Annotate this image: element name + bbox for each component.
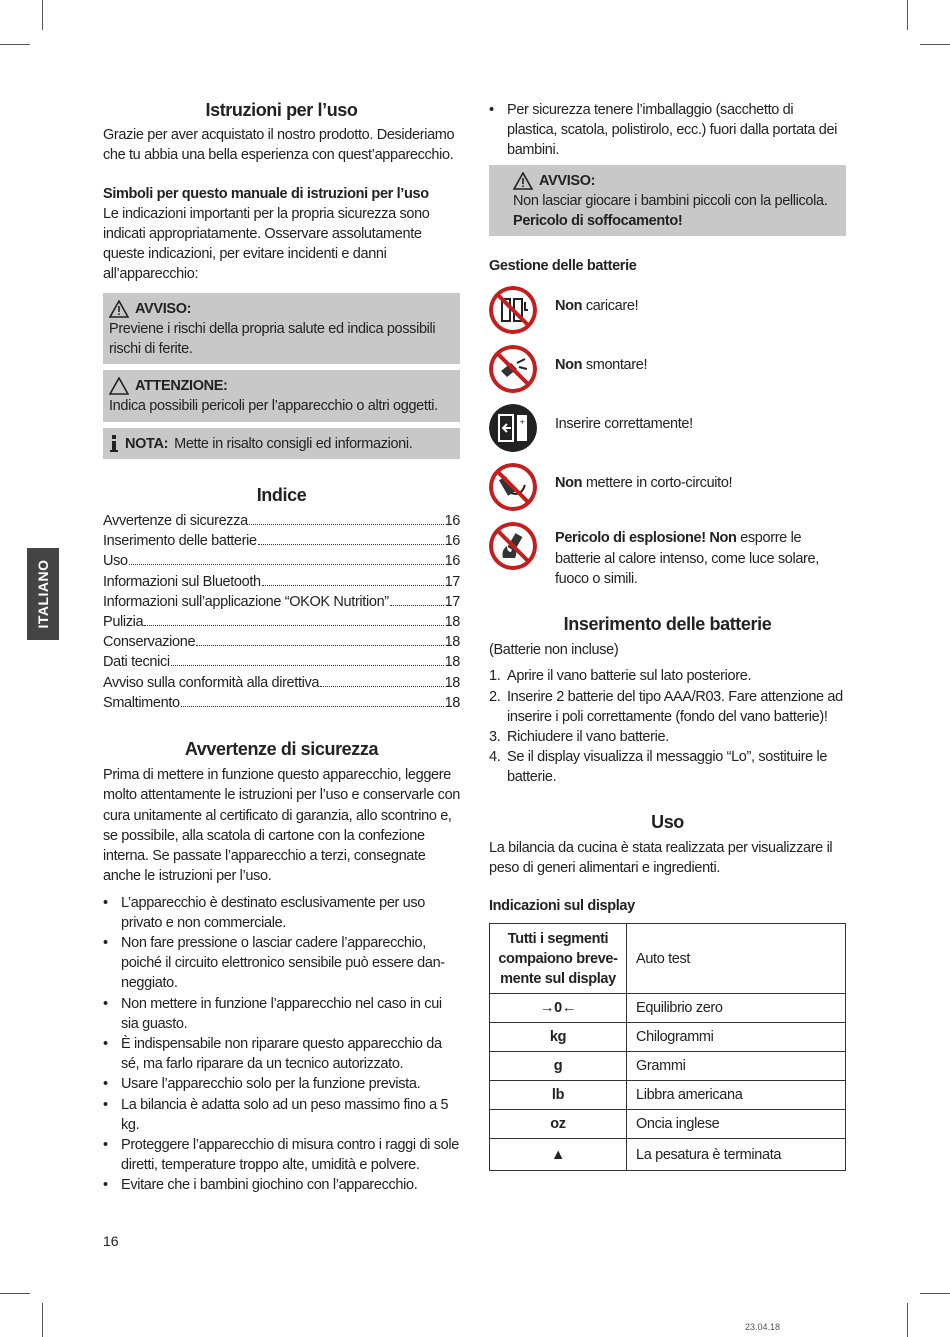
left-column	[103, 100, 460, 1196]
toc-page: 16	[444, 553, 460, 570]
toc-row	[103, 632, 460, 652]
toc-label: Pulizia	[103, 614, 144, 631]
toc-label: Inserimento delle batterie	[103, 533, 257, 550]
display-symbol: oz	[490, 1110, 627, 1139]
list-item: • Proteggere l’apparecchio di misura contro i raggi di sole diretti, temperature troppo alte, umidità e polvere.	[103, 1135, 460, 1175]
safety-intro: Prima di mettere in funzione questo apparecchio, leggere molto attentamente le istruzioni per l’uso e conservarle con cura unitamente al certificato di garanzia, allo scontrino e, se possibile, alla scatola di cartone con la confezione interna. Se passate l’apparecchio a terzi, consegnate anche le istruzioni per l’uso.	[103, 767, 460, 885]
attenzione-text: Indica possibili pericoli per l’apparecchio o altri oggetti.	[109, 398, 438, 415]
list-item	[489, 747, 846, 787]
toc-label: Informazioni sul Bluetooth	[103, 573, 261, 590]
list-item: • Evitare che i bambini giochino con l’apparecchio.	[103, 1175, 460, 1195]
display-symbol: g	[490, 1052, 627, 1081]
language-tab-label: ITALIANO	[35, 559, 51, 629]
safety-list	[103, 893, 460, 1196]
insert-note: (Batterie non incluse)	[489, 642, 619, 659]
list-item	[489, 666, 846, 686]
toc-page: 16	[444, 513, 460, 530]
battery-item-bold: Non	[555, 298, 583, 315]
toc-row	[103, 592, 460, 612]
battery-item-text: Inserire correttamente!	[555, 416, 693, 433]
display-symbol: kg	[490, 1023, 627, 1052]
step-number: 2.	[489, 688, 501, 705]
toc-page: 17	[444, 593, 460, 610]
toc-leader	[249, 524, 444, 525]
no-short-circuit-icon	[489, 463, 537, 511]
table-of-contents	[103, 511, 460, 713]
toc-label: Uso	[103, 553, 128, 570]
toc-page: 18	[444, 634, 460, 651]
crop-mark	[42, 1303, 43, 1337]
display-meaning: Oncia inglese	[627, 1110, 846, 1139]
display-meaning: Chilogrammi	[627, 1023, 846, 1052]
toc-label: Conservazione	[103, 634, 196, 651]
crop-mark	[0, 44, 30, 45]
avviso-box	[103, 293, 460, 365]
toc-leader	[129, 564, 444, 565]
table-row	[490, 1052, 846, 1081]
list-item: • Usare l’apparecchio solo per la funzione prevista.	[103, 1074, 460, 1094]
manual-title: Istruzioni per l’uso	[205, 100, 358, 120]
display-table	[489, 923, 846, 1171]
insert-title: Inserimento delle batterie	[563, 614, 772, 635]
list-item	[489, 687, 846, 727]
step-number: 3.	[489, 729, 501, 746]
step-number: 4.	[489, 749, 501, 766]
info-icon	[109, 435, 119, 453]
index-title: Indice	[256, 484, 307, 505]
attenzione-box	[103, 370, 460, 421]
battery-item-bold: Non	[555, 475, 583, 492]
step-number: 1.	[489, 668, 501, 685]
avviso-label: AVVISO:	[539, 172, 596, 189]
toc-row	[103, 551, 460, 571]
crop-mark	[907, 0, 908, 30]
svg-text:+: +	[519, 418, 525, 427]
avviso-text: Non lasciar giocare i bambini piccoli con la pellicola.	[513, 192, 828, 209]
list-item	[489, 727, 846, 747]
no-disassemble-icon	[489, 345, 537, 393]
table-row	[490, 1110, 846, 1139]
toc-label: Smaltimento	[103, 694, 180, 711]
battery-heading: Gestione delle batterie	[489, 258, 637, 275]
step-text: Inserire 2 batterie del tipo AAA/R03. Fare attenzione ad inserire i poli correttamente (fondo del vano batterie)!	[507, 688, 843, 725]
list-item: • Non fare pressione o lasciar cadere l’apparecchio, poiché il circuito elettronico sensibile può essere dan-neggiato.	[103, 933, 460, 994]
toc-row	[103, 612, 460, 632]
avviso-box-right	[489, 165, 846, 237]
crop-mark	[42, 0, 43, 30]
list-item: • È indispensabile non riparare questo apparecchio da sé, ma farlo riparare da un tecnico autorizzato.	[103, 1034, 460, 1074]
table-row	[490, 1139, 846, 1171]
list-item: • Non mettere in funzione l’apparecchio nel caso in cui sia guasto.	[103, 994, 460, 1034]
page-number: 16	[103, 1233, 119, 1249]
uso-text: La bilancia da cucina è stata realizzata per visualizzare il peso di generi alimentari e ingredienti.	[489, 839, 833, 877]
insert-steps	[489, 666, 846, 787]
display-meaning: Grammi	[627, 1052, 846, 1081]
toc-page: 17	[444, 573, 460, 590]
caution-triangle-icon	[109, 377, 129, 395]
uso-title: Uso	[651, 811, 684, 832]
toc-row	[103, 693, 460, 713]
display-meaning: Auto test	[627, 924, 846, 994]
table-row	[490, 1023, 846, 1052]
toc-row	[103, 673, 460, 693]
avviso-bold: Pericolo di soffocamento!	[513, 213, 683, 230]
table-row	[490, 1081, 846, 1110]
toc-label: Avvertenze di sicurezza	[103, 513, 248, 530]
crop-mark	[920, 1293, 950, 1294]
step-text: Richiudere il vano batterie.	[507, 729, 669, 746]
toc-leader	[144, 625, 443, 626]
toc-page: 18	[444, 654, 460, 671]
warning-triangle-icon	[513, 172, 533, 190]
safety-title: Avvertenze di sicurezza	[184, 739, 379, 760]
toc-leader	[171, 665, 444, 666]
list-item: • Per sicurezza tenere l’imballaggio (sacchetto di plastica, scatola, polistirolo, ecc.) fuori dalla portata dei bambini.	[489, 100, 846, 161]
no-fire-icon	[489, 522, 537, 570]
nota-box	[103, 428, 460, 459]
toc-label: Avviso sulla conformità alla direttiva	[103, 674, 320, 691]
symbols-text: Le indicazioni importanti per la propria sicurezza sono indicati appropriatamente. Osservare assolutamente queste indicazioni, per evitare incidenti e danni all’apparecchio:	[103, 205, 430, 283]
right-column	[489, 100, 846, 1171]
toc-leader	[262, 585, 444, 586]
table-row	[490, 994, 846, 1023]
battery-item-text: esporre le batterie al calore intenso, come luce solare, fuoco o simili.	[555, 530, 819, 587]
list-item: • La bilancia è adatta solo ad un peso massimo fino a 5 kg.	[103, 1095, 460, 1135]
display-symbol: lb	[490, 1081, 627, 1110]
crop-mark	[0, 1293, 30, 1294]
toc-page: 18	[444, 614, 460, 631]
display-meaning: La pesatura è terminata	[627, 1139, 846, 1171]
toc-row	[103, 572, 460, 592]
warning-triangle-icon	[109, 300, 129, 318]
battery-list	[489, 286, 846, 589]
battery-item-text: mettere in corto-circuito!	[582, 475, 733, 492]
toc-leader	[320, 686, 443, 687]
toc-row	[103, 511, 460, 531]
toc-page: 16	[444, 533, 460, 550]
intro-text: Grazie per aver acquistato il nostro prodotto. Desideriamo che tu abbia una bella esperienza con quest’apparecchio.	[103, 127, 455, 164]
insert-correctly-icon	[489, 404, 537, 452]
battery-item-bold: Non	[555, 357, 583, 374]
footer-date: 23.04.18	[745, 1322, 781, 1332]
battery-item-text: smontare!	[582, 357, 648, 374]
symbols-heading: Simboli per questo manuale di istruzioni per l’uso	[103, 185, 429, 202]
crop-mark	[920, 44, 950, 45]
toc-label: Dati tecnici	[103, 654, 170, 671]
toc-page: 18	[444, 694, 460, 711]
display-symbol: Tutti i segmenti compaiono breve-mente sul display	[490, 924, 627, 994]
step-text: Se il display visualizza il messaggio “Lo”, sostituire le batterie.	[507, 749, 828, 786]
battery-item	[489, 463, 846, 511]
step-text: Aprire il vano batterie sul lato posteriore.	[507, 668, 752, 685]
packaging-list	[489, 100, 846, 161]
crop-mark	[907, 1303, 908, 1337]
toc-leader	[196, 645, 443, 646]
attenzione-label: ATTENZIONE:	[135, 378, 228, 395]
battery-item-bold: Pericolo di esplosione! Non	[555, 530, 737, 547]
toc-label: Informazioni sull’applicazione “OKOK Nutrition”	[103, 593, 389, 610]
toc-row	[103, 531, 460, 551]
display-symbol: ▲	[490, 1139, 627, 1171]
toc-page: 18	[444, 674, 460, 691]
nota-label: NOTA:	[125, 435, 169, 452]
nota-text: Mette in risalto consigli ed informazioni.	[174, 435, 413, 452]
battery-item	[489, 522, 846, 589]
battery-item	[489, 345, 846, 393]
display-symbol: →0←	[490, 994, 627, 1023]
language-tab	[27, 548, 59, 640]
battery-item-text: caricare!	[582, 298, 639, 315]
toc-leader	[258, 544, 444, 545]
avviso-text: Previene i rischi della propria salute ed indica possibili rischi di ferite.	[109, 320, 436, 358]
toc-row	[103, 652, 460, 672]
display-meaning: Equilibrio zero	[627, 994, 846, 1023]
no-charge-icon	[489, 286, 537, 334]
display-heading: Indicazioni sul display	[489, 898, 635, 915]
battery-item	[489, 286, 846, 334]
toc-leader	[390, 605, 444, 606]
toc-leader	[181, 706, 444, 707]
avviso-label: AVVISO:	[135, 300, 192, 317]
battery-item	[489, 404, 846, 452]
table-row	[490, 924, 846, 994]
list-item: • L’apparecchio è destinato esclusivamente per uso privato e non commerciale.	[103, 893, 460, 933]
display-meaning: Libbra americana	[627, 1081, 846, 1110]
